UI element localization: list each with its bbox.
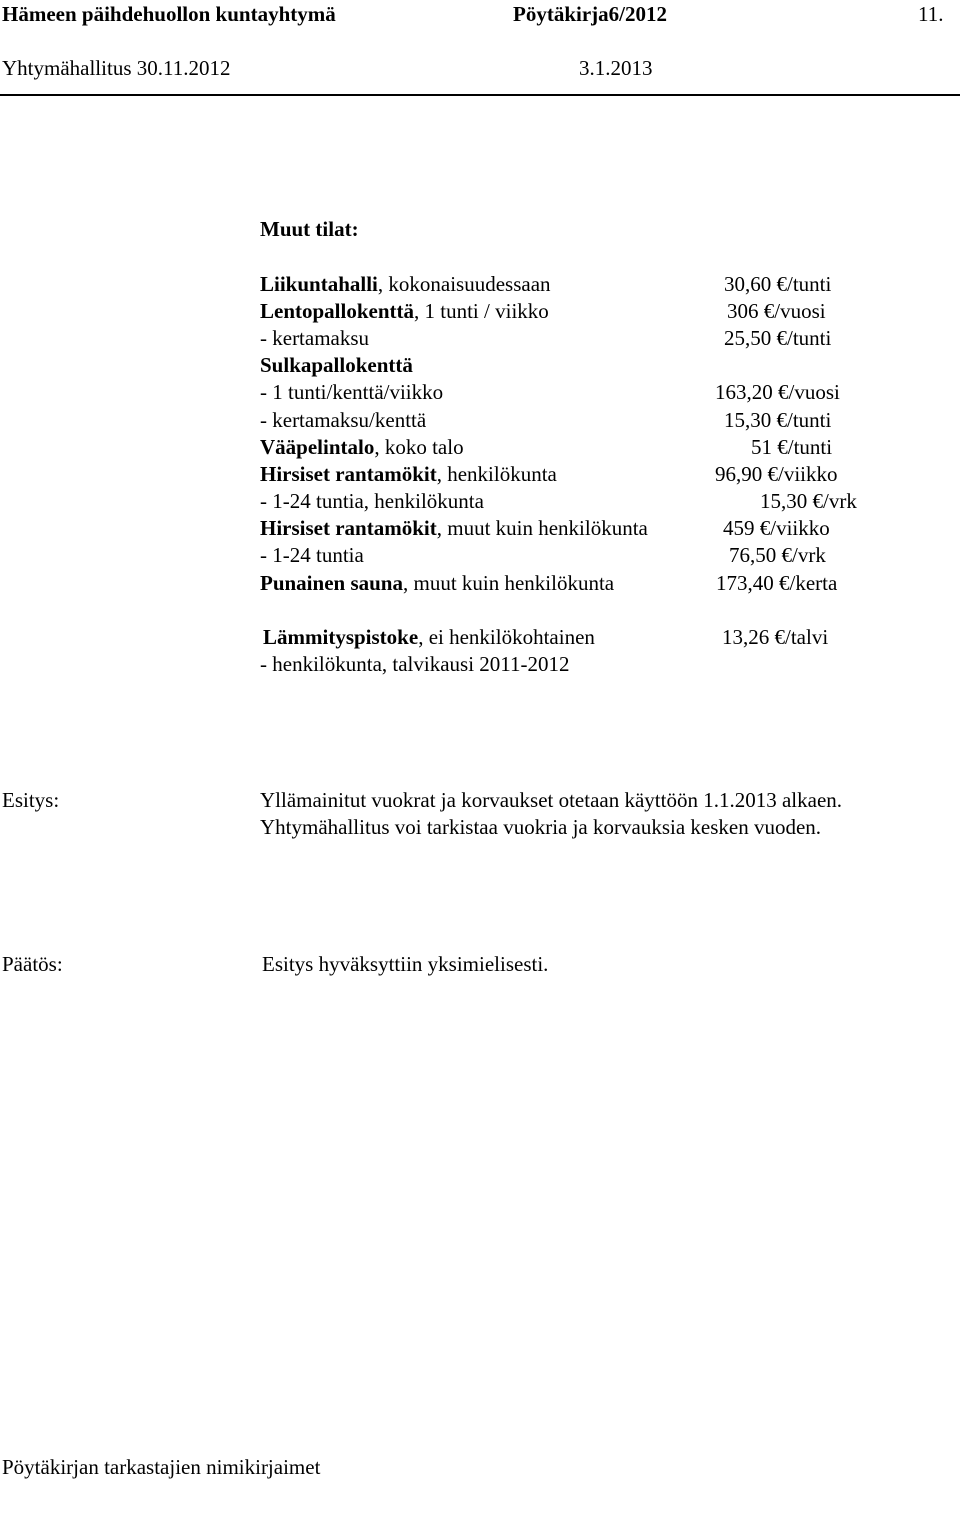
header-meeting: Yhtymähallitus 30.11.2012 (2, 56, 231, 80)
row-price: 76,50 €/vrk (729, 543, 826, 567)
row-price: 163,20 €/vuosi (715, 380, 840, 404)
row-price: 173,40 €/kerta (716, 571, 838, 595)
header-divider (0, 94, 960, 96)
header-date: 3.1.2013 (579, 56, 653, 80)
row-name: Hirsiset rantamökit, henkilökunta (260, 462, 557, 486)
row-name: Sulkapallokenttä (260, 353, 413, 377)
proposal-text-line-1: Yllämainitut vuokrat ja korvaukset otetaan käyttöön 1.1.2013 alkaen. (260, 788, 843, 812)
row-name: - 1-24 tuntia (260, 543, 364, 567)
row-price: 96,90 €/viikko (715, 462, 838, 486)
row-name: - henkilökunta, talvikausi 2011-2012 (260, 652, 570, 676)
header-organization: Hämeen päihdehuollon kuntayhtymä (2, 2, 336, 26)
row-name: Vääpelintalo, koko talo (260, 435, 464, 459)
row-price: 13,26 €/talvi (722, 625, 829, 649)
row-name: Lämmityspistoke, ei henkilökohtainen (263, 625, 595, 649)
row-price: 459 €/viikko (723, 516, 830, 540)
row-price: 306 €/vuosi (727, 299, 826, 323)
row-price: 15,30 €/tunti (724, 408, 832, 432)
row-name: Hirsiset rantamökit, muut kuin henkilökunta (260, 516, 648, 540)
row-name: Lentopallokenttä, 1 tunti / viikko (260, 299, 549, 323)
proposal-text-line-2: Yhtymähallitus voi tarkistaa vuokria ja korvauksia kesken vuoden. (260, 815, 822, 839)
decision-text: Esitys hyväksyttiin yksimielisesti. (262, 952, 549, 976)
row-name: Liikuntahalli, kokonaisuudessaan (260, 272, 551, 296)
row-price: 15,30 €/vrk (760, 489, 857, 513)
proposal-label: Esitys: (2, 788, 60, 812)
section-heading: Muut tilat: (260, 217, 359, 241)
row-price: 51 €/tunti (751, 435, 833, 459)
row-name: Punainen sauna, muut kuin henkilökunta (260, 571, 615, 595)
row-name: - 1 tunti/kenttä/viikko (260, 380, 444, 404)
row-name: - kertamaksu (260, 326, 370, 350)
row-price: 30,60 €/tunti (724, 272, 832, 296)
row-price: 25,50 €/tunti (724, 326, 832, 350)
footer-signature-note: Pöytäkirjan tarkastajien nimikirjaimet (2, 1455, 321, 1479)
header-document-title: Pöytäkirja6/2012 (513, 2, 667, 26)
header-page-number: 11. (918, 2, 944, 26)
decision-label: Päätös: (2, 952, 63, 976)
row-name: - 1-24 tuntia, henkilökunta (260, 489, 484, 513)
row-name: - kertamaksu/kenttä (260, 408, 427, 432)
